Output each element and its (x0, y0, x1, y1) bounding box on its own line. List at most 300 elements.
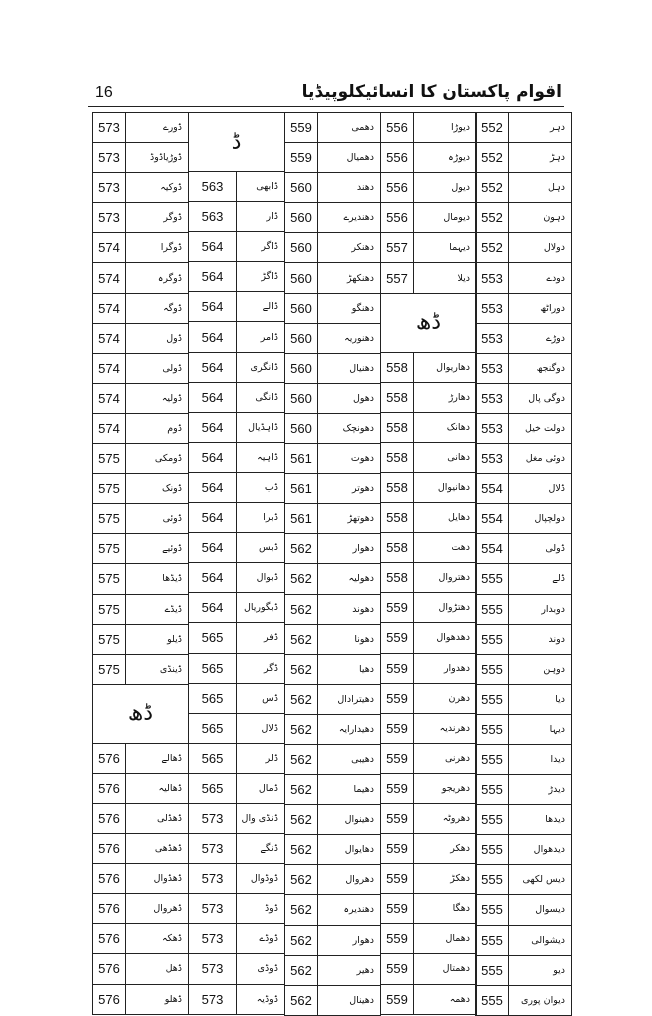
page-ref: 576 (93, 984, 126, 1014)
index-row (381, 263, 477, 293)
page-ref: 564 (189, 442, 237, 472)
page-ref: 553 (476, 353, 509, 383)
index-term: دوراٹھ (509, 293, 572, 323)
index-row (381, 984, 477, 1014)
index-row (189, 232, 285, 262)
index-row (93, 113, 189, 143)
index-row (285, 504, 381, 534)
index-row (381, 954, 477, 984)
page-ref: 564 (189, 593, 237, 623)
index-term: دھندیرہ (318, 895, 381, 925)
index-term: دھند (318, 173, 381, 203)
index-row (381, 352, 477, 382)
page-ref: 558 (381, 412, 414, 442)
page-ref: 553 (476, 383, 509, 413)
index-row (381, 713, 477, 743)
index-term: دوڑے (509, 323, 572, 353)
page-number: 16 (95, 84, 113, 101)
index-row (93, 413, 189, 443)
index-term: ڈاہڈیال (237, 412, 285, 442)
page-ref: 559 (381, 743, 414, 773)
index-term: دوئی مغل (509, 444, 572, 474)
page-ref: 558 (381, 442, 414, 472)
page-ref: 564 (189, 352, 237, 382)
page-ref: 559 (381, 623, 414, 653)
page-ref: 555 (476, 654, 509, 684)
index-term: دیشوالی (509, 925, 572, 955)
index-row (381, 442, 477, 472)
page-ref: 573 (93, 203, 126, 233)
index-term: دولال (509, 233, 572, 263)
index-term: ڈوکیہ (126, 173, 189, 203)
page-ref: 562 (285, 624, 318, 654)
index-row (285, 323, 381, 353)
page-ref: 553 (476, 444, 509, 474)
page-ref: 574 (93, 263, 126, 293)
index-term: ڈولی (126, 353, 189, 383)
index-term: دھنوریہ (318, 323, 381, 353)
letter-heading: ڈھ (93, 684, 189, 743)
index-term: دھنکر (318, 233, 381, 263)
page-ref: 576 (93, 743, 126, 773)
index-term: ڈوگر (126, 203, 189, 233)
page-ref: 554 (476, 504, 509, 534)
index-term: ڈورے (126, 113, 189, 143)
page-ref: 562 (285, 985, 318, 1015)
index-row (476, 353, 572, 383)
index-row (285, 413, 381, 443)
index-term: دھت (414, 533, 477, 563)
page-ref: 563 (189, 202, 237, 232)
index-row (476, 925, 572, 955)
page-ref: 555 (476, 835, 509, 865)
index-row (189, 322, 285, 352)
index-row (285, 474, 381, 504)
page-ref: 558 (381, 382, 414, 412)
index-term: دھمیال (318, 143, 381, 173)
page-ref: 573 (189, 803, 237, 833)
page-ref: 555 (476, 925, 509, 955)
index-row (285, 925, 381, 955)
index-term: دوگنجھ (509, 353, 572, 383)
index-term: دیوان پوری (509, 985, 572, 1015)
page-ref: 575 (93, 504, 126, 534)
index-term: دھوت (318, 444, 381, 474)
page-ref: 573 (189, 984, 237, 1014)
index-term: ڈیڈھا (126, 564, 189, 594)
index-term: دہر (509, 113, 572, 143)
page-ref: 552 (476, 173, 509, 203)
page-ref: 559 (381, 984, 414, 1014)
index-term: دھیبی (318, 744, 381, 774)
index-row (189, 352, 285, 382)
index-row (285, 564, 381, 594)
index-row (381, 743, 477, 773)
page-ref: 561 (285, 444, 318, 474)
index-row (476, 714, 572, 744)
index-term: دھکر (414, 834, 477, 864)
page-ref: 576 (93, 834, 126, 864)
index-row (189, 713, 285, 743)
index-row (189, 503, 285, 533)
index-term: ڈنڈی وال (237, 803, 285, 833)
index-term: ڈبرا (237, 503, 285, 533)
index-column-5 (92, 112, 189, 1015)
index-term: ڈلال (509, 474, 572, 504)
index-row (285, 444, 381, 474)
page-ref: 559 (381, 834, 414, 864)
page-ref: 574 (93, 353, 126, 383)
index-term: دھونچک (318, 413, 381, 443)
index-term: ڈانگری (237, 352, 285, 382)
page-ref: 555 (476, 805, 509, 835)
page-ref: 564 (189, 533, 237, 563)
index-term: دھانی (414, 442, 477, 472)
index-term: دھندیرے (318, 203, 381, 233)
index-row (381, 623, 477, 653)
index-term: دھیترادال (318, 684, 381, 714)
page-ref: 559 (381, 954, 414, 984)
index-row (476, 654, 572, 684)
index-row (381, 864, 477, 894)
page-ref: 555 (476, 775, 509, 805)
page-ref: 573 (189, 834, 237, 864)
index-row (189, 924, 285, 954)
page-ref: 558 (381, 503, 414, 533)
page-ref: 556 (381, 173, 414, 203)
page-ref: 559 (381, 653, 414, 683)
page-ref: 564 (189, 503, 237, 533)
index-row (93, 624, 189, 654)
index-term: ڈھل (126, 954, 189, 984)
index-term: ڈھلو (126, 984, 189, 1014)
index-term: دولت خیل (509, 413, 572, 443)
index-term: ڈھڈھی (126, 834, 189, 864)
index-term: دیدھا (509, 805, 572, 835)
index-row (476, 293, 572, 323)
page-ref: 576 (93, 894, 126, 924)
index-row (189, 382, 285, 412)
index-term: دھوتر (318, 474, 381, 504)
page-ref: 555 (476, 624, 509, 654)
index-row (285, 203, 381, 233)
index-row (285, 805, 381, 835)
page-ref: 576 (93, 864, 126, 894)
index-row (476, 113, 572, 143)
page-ref: 575 (93, 474, 126, 504)
index-term: دھوار (318, 925, 381, 955)
index-term: دھینال (318, 985, 381, 1015)
page-ref: 565 (189, 683, 237, 713)
page-ref: 557 (381, 233, 414, 263)
index-term: دھارڑ (414, 382, 477, 412)
index-row (93, 954, 189, 984)
page-ref: 559 (381, 713, 414, 743)
page-ref: 564 (189, 412, 237, 442)
page-ref: 574 (93, 323, 126, 353)
index-term: دوبدار (509, 594, 572, 624)
index-row (381, 203, 477, 233)
index-term: ڈونک (126, 474, 189, 504)
index-term: دھیما (318, 775, 381, 805)
index-term: ڈوگرہ (126, 263, 189, 293)
index-term: ڈیلو (126, 624, 189, 654)
index-term: دھریجو (414, 773, 477, 803)
index-row (285, 654, 381, 684)
page-ref: 558 (381, 472, 414, 502)
page-ref: 574 (93, 233, 126, 263)
page-ref: 564 (189, 382, 237, 412)
index-row (189, 412, 285, 442)
page-ref: 560 (285, 293, 318, 323)
index-term: ڈھڈوال (126, 864, 189, 894)
page-ref: 560 (285, 173, 318, 203)
page-ref: 574 (93, 383, 126, 413)
index-term: دہل (509, 173, 572, 203)
index-term: دھرن (414, 683, 477, 713)
index-term: ڈوڈ (237, 894, 285, 924)
index-row (285, 233, 381, 263)
index-row (476, 624, 572, 654)
index-row (476, 504, 572, 534)
page-ref: 555 (476, 955, 509, 985)
page-ref: 573 (189, 954, 237, 984)
page-ref: 564 (189, 563, 237, 593)
page-ref: 562 (285, 534, 318, 564)
index-row (285, 624, 381, 654)
index-term: دیسوال (509, 895, 572, 925)
page-ref: 573 (189, 864, 237, 894)
page-ref: 565 (189, 623, 237, 653)
index-row (476, 564, 572, 594)
index-term: دیوڑا (414, 113, 477, 143)
index-row (189, 834, 285, 864)
index-row (476, 323, 572, 353)
index-row (285, 113, 381, 143)
index-term: دوند (509, 624, 572, 654)
index-term: دیوڑہ (414, 143, 477, 173)
page-ref: 553 (476, 323, 509, 353)
index-row (93, 263, 189, 293)
page-ref: 575 (93, 444, 126, 474)
index-row (381, 653, 477, 683)
index-row (189, 472, 285, 502)
index-term: دیدا (509, 744, 572, 774)
index-row (93, 474, 189, 504)
index-term: ڈابھی (237, 172, 285, 202)
index-term: دوگی پال (509, 383, 572, 413)
page-ref: 573 (93, 143, 126, 173)
page-ref: 564 (189, 292, 237, 322)
index-row (93, 323, 189, 353)
index-term: دھمی (318, 113, 381, 143)
index-row (476, 383, 572, 413)
index-row (285, 383, 381, 413)
page-ref: 575 (93, 624, 126, 654)
index-term: دیدڑ (509, 775, 572, 805)
index-term: دھنیال (318, 353, 381, 383)
index-term: دیس لکھی (509, 865, 572, 895)
index-row (476, 805, 572, 835)
index-term: دیول (414, 173, 477, 203)
page-ref: 559 (381, 894, 414, 924)
page-ref: 573 (189, 894, 237, 924)
index-term: دھمتال (414, 954, 477, 984)
page-ref: 555 (476, 564, 509, 594)
page-ref: 554 (476, 534, 509, 564)
index-row (93, 743, 189, 773)
page-ref: 562 (285, 865, 318, 895)
page-ref: 555 (476, 594, 509, 624)
page-ref: 556 (381, 113, 414, 143)
index-term: دولچپال (509, 504, 572, 534)
page-ref: 562 (285, 744, 318, 774)
index-row (381, 924, 477, 954)
page-ref: 553 (476, 413, 509, 443)
page-ref: 573 (93, 173, 126, 203)
index-term: ڈلے (509, 564, 572, 594)
index-term: ڈوگہ (126, 293, 189, 323)
page-ref: 575 (93, 534, 126, 564)
index-term: ڈولی (509, 534, 572, 564)
index-term: ڈوڈے (237, 924, 285, 954)
index-row (476, 775, 572, 805)
index-row (189, 593, 285, 623)
index-row (93, 534, 189, 564)
index-term: دھگا (414, 894, 477, 924)
index-term: ڈوئی (126, 504, 189, 534)
index-term: دیا (509, 684, 572, 714)
page-ref: 554 (476, 474, 509, 504)
page-ref: 555 (476, 895, 509, 925)
index-column-4 (188, 112, 285, 1015)
index-row (93, 203, 189, 233)
index-term: دھروال (318, 865, 381, 895)
page-ref: 552 (476, 143, 509, 173)
index-row (476, 744, 572, 774)
index-row (381, 382, 477, 412)
index-column-2 (380, 112, 477, 1015)
index-term: دھاریوال (414, 352, 477, 382)
index-term: ڈوڑیاڈوڈ (126, 143, 189, 173)
index-row (381, 113, 477, 143)
index-term: دھرندیہ (414, 713, 477, 743)
index-term: ڈلال (237, 713, 285, 743)
index-term: ڈب (237, 472, 285, 502)
index-row (93, 173, 189, 203)
index-row (381, 803, 477, 833)
index-term: ڈس (237, 683, 285, 713)
page-ref: 559 (285, 113, 318, 143)
index-term: دھدھوال (414, 623, 477, 653)
page-ref: 560 (285, 263, 318, 293)
index-term: دھروٹہ (414, 803, 477, 833)
index-row (381, 143, 477, 173)
index-term: دھتڑوال (414, 593, 477, 623)
index-row (189, 262, 285, 292)
page-ref: 562 (285, 775, 318, 805)
index-term: ڈانگی (237, 382, 285, 412)
index-row (93, 924, 189, 954)
page-ref: 559 (285, 143, 318, 173)
index-row (285, 263, 381, 293)
page-ref: 576 (93, 773, 126, 803)
index-row (381, 233, 477, 263)
index-row (189, 864, 285, 894)
index-term: ڈھالیہ (126, 773, 189, 803)
index-row (285, 714, 381, 744)
page-ref: 553 (476, 263, 509, 293)
index-term: ڈینڈی (126, 654, 189, 684)
index-term: ڈوڈوال (237, 864, 285, 894)
index-row (93, 894, 189, 924)
index-row (189, 292, 285, 322)
index-row (189, 894, 285, 924)
index-row (189, 563, 285, 593)
index-row (285, 143, 381, 173)
index-term: دھنگو (318, 293, 381, 323)
index-term: ڈومکی (126, 444, 189, 474)
index-term: ڈیڈے (126, 594, 189, 624)
page-ref: 565 (189, 653, 237, 683)
index-term: دھکڑ (414, 864, 477, 894)
index-row (476, 173, 572, 203)
index-row (476, 413, 572, 443)
index-term: دھینوال (318, 805, 381, 835)
index-term: دھونا (318, 624, 381, 654)
page-ref: 552 (476, 113, 509, 143)
index-term: دیدھوال (509, 835, 572, 865)
index-row (381, 503, 477, 533)
index-row (381, 834, 477, 864)
index-term: ڈاہیہ (237, 442, 285, 472)
page-ref: 575 (93, 594, 126, 624)
index-term: دھیا (318, 654, 381, 684)
index-row (189, 954, 285, 984)
page-ref: 556 (381, 143, 414, 173)
index-term: دیو (509, 955, 572, 985)
index-row (381, 894, 477, 924)
index-row (285, 594, 381, 624)
page-ref: 564 (189, 262, 237, 292)
index-column-3 (284, 112, 381, 1016)
index-row (381, 472, 477, 502)
index-term: دہون (509, 203, 572, 233)
page-ref: 562 (285, 895, 318, 925)
index-term: دھدوار (414, 653, 477, 683)
index-row (285, 684, 381, 714)
page-ref: 562 (285, 925, 318, 955)
page-ref: 559 (381, 803, 414, 833)
index-row (476, 534, 572, 564)
index-term: دہڑ (509, 143, 572, 173)
index-row (285, 353, 381, 383)
page-ref: 559 (381, 924, 414, 954)
index-term: ڈوئیے (126, 534, 189, 564)
index-row (189, 683, 285, 713)
page-ref: 555 (476, 985, 509, 1015)
page-ref: 560 (285, 233, 318, 263)
page-ref: 559 (381, 864, 414, 894)
index-row (93, 564, 189, 594)
index-term: دھیر (318, 955, 381, 985)
index-row (189, 773, 285, 803)
index-row (476, 444, 572, 474)
index-row (189, 533, 285, 563)
page-ref: 558 (381, 563, 414, 593)
page-ref: 563 (189, 172, 237, 202)
page-ref: 555 (476, 684, 509, 714)
